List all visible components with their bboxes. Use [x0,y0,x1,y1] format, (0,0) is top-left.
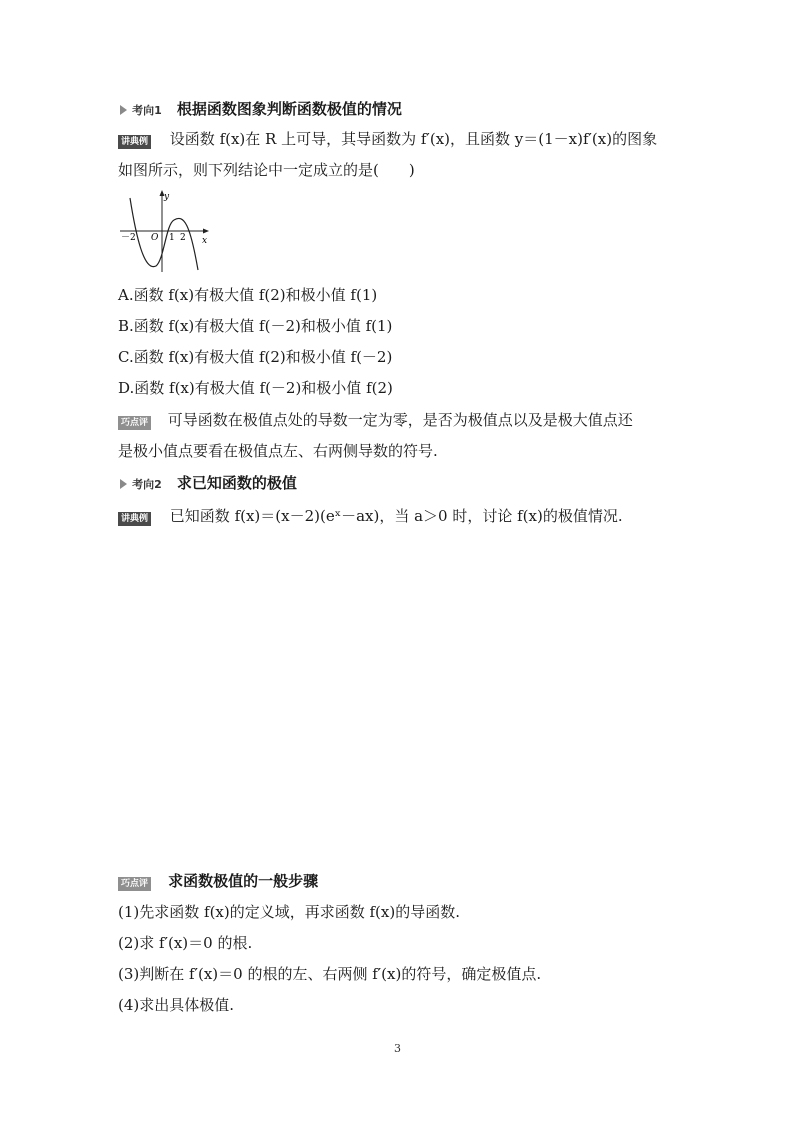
triangle-marker-icon [120,479,127,489]
derivative-graph [118,186,214,274]
comment-1-badge: 巧点评 [118,416,151,430]
comment-2-title: 求函数极值的一般步骤 [168,872,319,890]
x-axis-arrow-icon [203,229,209,234]
tick-label-2: 2 [180,233,186,243]
example-1-line-2: 如图所示，则下列结论中一定成立的是( ) [118,161,415,179]
option-a: A.函数 f(x)有极大值 f(2)和极小值 f(1) [118,286,378,304]
section-2-title: 求已知函数的极值 [176,474,297,492]
section-2-tag: 考向2 [132,478,162,491]
section-1-title: 根据函数图象判断函数极值的情况 [176,100,402,118]
example-1-line-1 [118,129,657,149]
section-1-header [120,98,402,119]
section-1-tag: 考向1 [132,104,162,117]
step-1: (1)先求函数 f(x)的定义域，再求函数 f(x)的导函数. [118,903,460,921]
step-2: (2)求 f′(x)＝0 的根. [118,934,253,952]
y-axis-label: y [164,192,170,202]
example-2-badge: 讲典例 [118,512,151,526]
example-2-line [118,506,623,526]
comment-1-text-1: 可导函数在极值点处的导数一定为零，是否为极值点以及是极大值点还 [167,411,633,429]
step-4: (4)求出具体极值. [118,996,235,1014]
section-2-header [120,472,297,493]
option-b: B.函数 f(x)有极大值 f(－2)和极小值 f(1) [118,317,393,335]
curve [130,198,198,270]
step-3: (3)判断在 f′(x)＝0 的根的左、右两侧 f′(x)的符号，确定极值点. [118,965,542,983]
tick-label-neg2: －2 [121,233,136,243]
example-1-text-1: 设函数 f(x)在 R 上可导，其导函数为 f′(x)，且函数 y＝(1－x)f′(x)的图象 [169,130,658,148]
example-1-badge: 讲典例 [118,135,151,149]
page-number: 3 [394,1042,401,1055]
x-axis-label: x [202,236,208,246]
origin-label: O [151,233,159,243]
triangle-marker-icon [120,105,127,115]
tick-label-1: 1 [169,233,175,243]
comment-1-line-1 [118,410,633,430]
comment-2-badge: 巧点评 [118,877,151,891]
option-d: D.函数 f(x)有极大值 f(－2)和极小值 f(2) [118,379,393,397]
comment-2-header [118,870,318,891]
option-c: C.函数 f(x)有极大值 f(2)和极小值 f(－2) [118,348,393,366]
comment-1-line-2: 是极小值点要看在极值点左、右两侧导数的符号. [118,442,438,460]
example-2-text: 已知函数 f(x)＝(x－2)(eˣ－ax)，当 a＞0 时，讨论 f(x)的极值情况. [169,507,623,525]
